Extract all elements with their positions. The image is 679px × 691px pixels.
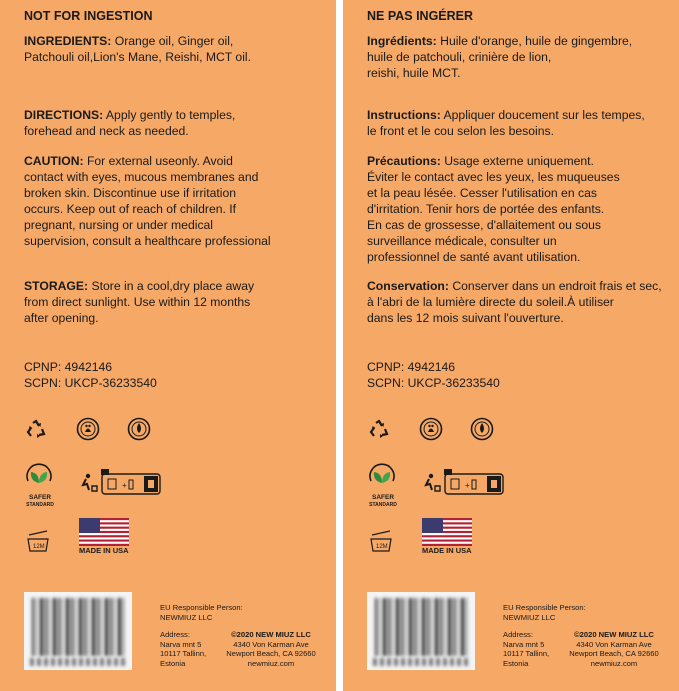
barcode	[24, 592, 132, 670]
storage-section-fr: Conservation: Conserver dans un endroit frais et sec, à l'abri de la lumière directe du soleil.À utiliser dans les 12 mois suivant l'ouverture.	[367, 279, 662, 325]
directions-section: DIRECTIONS: Apply gently to temples, forehead and neck as needed.	[24, 108, 236, 138]
barcode	[367, 592, 475, 670]
company-block: ©2020 NEW MIUZ LLC 4340 Von Karman Ave Newport Beach, CA 92660 newmiuz.com	[226, 630, 316, 668]
storage-section: STORAGE: Store in a cool,dry place away from direct sunlight. Use within 12 months after opening.	[24, 279, 255, 325]
svg-text:+: +	[465, 481, 470, 490]
pao-jar-icon	[25, 527, 51, 555]
caution-section: CAUTION: For external useonly. Avoid contact with eyes, mucous membranes and broken skin. Discontinue use if irritation occurs. Keep out of reach of children. If pregnant, nursing or under medical supervision, consult a healthcare professional	[24, 154, 271, 248]
usa-flag-icon	[79, 518, 129, 546]
directions-label: DIRECTIONS:	[24, 108, 104, 122]
safer-standard-label: SAFER STANDARD	[26, 494, 54, 508]
pao-jar-icon	[368, 527, 394, 555]
ingredients-section: INGREDIENTS: Orange oil, Ginger oil, Patchouli oil,Lion's Mane, Reishi, MCT oil.	[24, 34, 251, 64]
ingredients-label: INGREDIENTS:	[24, 34, 112, 48]
pao-label: 12M	[33, 544, 45, 550]
sorting-instructions-icon	[443, 468, 505, 496]
safer-standard-icon	[22, 459, 56, 493]
eu-responsible-block: EU Responsible Person: NEWMIUZ LLC	[160, 603, 243, 622]
natural-oil-icon	[127, 417, 151, 441]
storage-label: STORAGE:	[24, 279, 89, 293]
english-label-panel	[0, 0, 336, 691]
french-label-panel	[343, 0, 679, 691]
eu-address-block: Address: Narva mnt 5 10117 Tallinn, Estonia	[503, 630, 550, 668]
recycle-icon	[368, 419, 390, 441]
company-block: ©2020 NEW MIUZ LLC 4340 Von Karman Ave Newport Beach, CA 92660 newmiuz.com	[569, 630, 659, 668]
pao-label: 12M	[376, 544, 388, 550]
warning-header: NOT FOR INGESTION	[24, 9, 153, 23]
eu-address-block: Address: Narva mnt 5 10117 Tallinn, Estonia	[160, 630, 207, 668]
svg-text:+: +	[122, 481, 127, 490]
warning-header-fr: NE PAS INGÉRER	[367, 9, 474, 23]
tidy-man-icon	[78, 472, 100, 494]
cruelty-free-icon	[419, 417, 443, 441]
directions-section-fr: Instructions: Appliquer doucement sur les tempes, le front et le cou selon les besoins.	[367, 108, 645, 138]
tidy-man-icon	[421, 472, 443, 494]
caution-label: CAUTION:	[24, 154, 84, 168]
cpnp-code: CPNP: 4942146	[24, 360, 113, 374]
usa-flag-icon	[422, 518, 472, 546]
caution-section-fr: Précautions: Usage externe uniquement. Éviter le contact avec les yeux, les muqueuses et la peau lésée. Cesser l'utilisation en cas d'irritation. Tenir hors de portée des enfants. En cas de grossesse, d'allaitement ou sous surveillance médicale, consulter un professionnel de santé avant utilisation.	[367, 154, 620, 264]
safer-standard-icon	[365, 459, 399, 493]
recycle-icon	[25, 419, 47, 441]
eu-responsible-block: EU Responsible Person: NEWMIUZ LLC	[503, 603, 586, 622]
registration-codes	[24, 359, 319, 391]
sorting-instructions-icon	[100, 468, 162, 496]
made-in-usa-label: MADE IN USA	[422, 546, 472, 555]
safer-standard-label: SAFER STANDARD	[369, 494, 397, 508]
registration-codes-fr: CPNP: 4942146 SCPN: UKCP-36233540	[367, 360, 500, 390]
natural-oil-icon	[470, 417, 494, 441]
made-in-usa-label: MADE IN USA	[79, 546, 129, 555]
scpn-code: SCPN: UKCP-36233540	[24, 376, 157, 390]
ingredients-section-fr: Ingrédients: Huile d'orange, huile de gingembre, huile de patchouli, crinière de lion, reishi, huile MCT.	[367, 34, 633, 80]
cruelty-free-icon	[76, 417, 100, 441]
